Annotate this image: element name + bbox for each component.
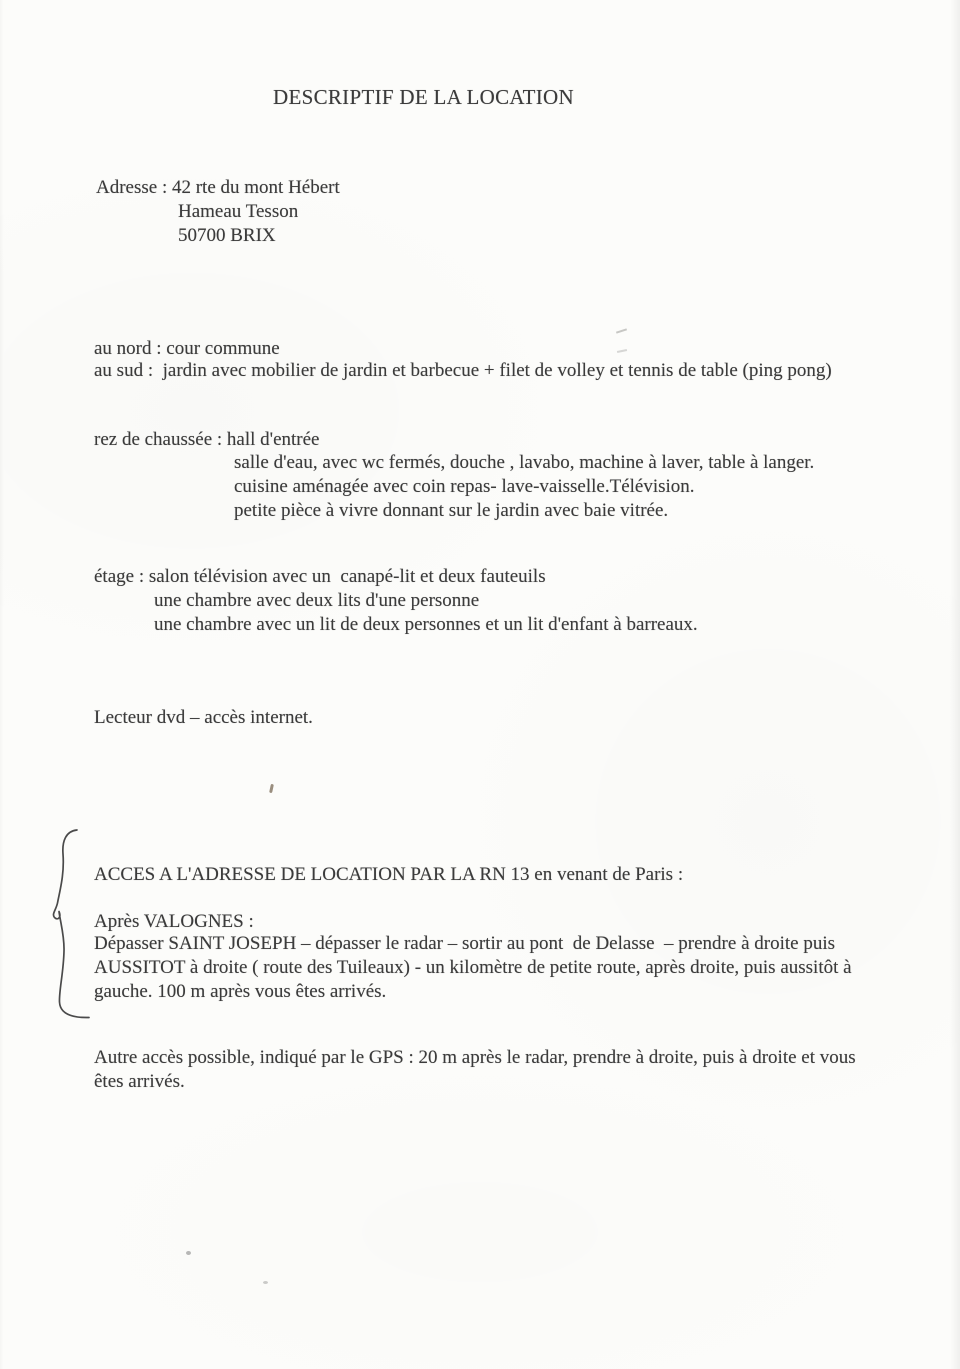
orientation-north: au nord : cour commune <box>94 338 280 359</box>
scan-edge-shadow-left <box>0 0 4 1369</box>
equipment-line: Lecteur dvd – accès internet. <box>94 707 313 728</box>
orientation-south: au sud : jardin avec mobilier de jardin et barbecue + filet de volley et tennis de table (ping pong) <box>94 360 832 381</box>
address-line-3: 50700 BRIX <box>178 225 276 246</box>
scan-speck-1 <box>186 1251 191 1255</box>
upper-floor-line-1: étage : salon télévision avec un canapé-lit et deux fauteuils <box>94 566 546 587</box>
alt-access-line-2: êtes arrivés. <box>94 1071 185 1092</box>
ground-floor-line-1: rez de chaussée : hall d'entrée <box>94 429 320 450</box>
access-directions-line-2: AUSSITOT à droite ( route des Tuileaux) - un kilomètre de petite route, après droite, puis aussitôt à <box>94 957 852 978</box>
alt-access-line-1: Autre accès possible, indiqué par le GPS : 20 m après le radar, prendre à droite, puis à droite et vous <box>94 1047 856 1068</box>
upper-floor-line-3: une chambre avec un lit de deux personnes et un lit d'enfant à barreaux. <box>154 614 698 635</box>
ground-floor-line-3: cuisine aménagée avec coin repas- lave-vaisselle.Télévision. <box>234 476 695 497</box>
scan-speck-2 <box>263 1281 268 1284</box>
pencil-squiggle-upper <box>616 328 627 333</box>
pencil-squiggle-lower <box>617 349 627 353</box>
stray-pen-mark <box>269 784 274 793</box>
address-line-1: Adresse : 42 rte du mont Hébert <box>96 177 340 198</box>
access-heading: ACCES A L'ADRESSE DE LOCATION PAR LA RN 13 en venant de Paris : <box>94 864 684 885</box>
access-directions-line-1: Dépasser SAINT JOSEPH – dépasser le radar – sortir au pont de Delasse – prendre à droite puis <box>94 933 835 954</box>
document-title: DESCRIPTIF DE LA LOCATION <box>273 85 574 109</box>
address-line-2: Hameau Tesson <box>178 201 299 222</box>
ground-floor-line-4: petite pièce à vivre donnant sur le jardin avec baie vitrée. <box>234 500 669 521</box>
scan-edge-shadow-right <box>950 0 960 1369</box>
access-subheading: Après VALOGNES : <box>94 911 254 932</box>
access-directions-line-3: gauche. 100 m après vous êtes arrivés. <box>94 981 387 1002</box>
ground-floor-line-2: salle d'eau, avec wc fermés, douche , lavabo, machine à laver, table à langer. <box>234 452 815 473</box>
upper-floor-line-2: une chambre avec deux lits d'une personne <box>154 590 480 611</box>
